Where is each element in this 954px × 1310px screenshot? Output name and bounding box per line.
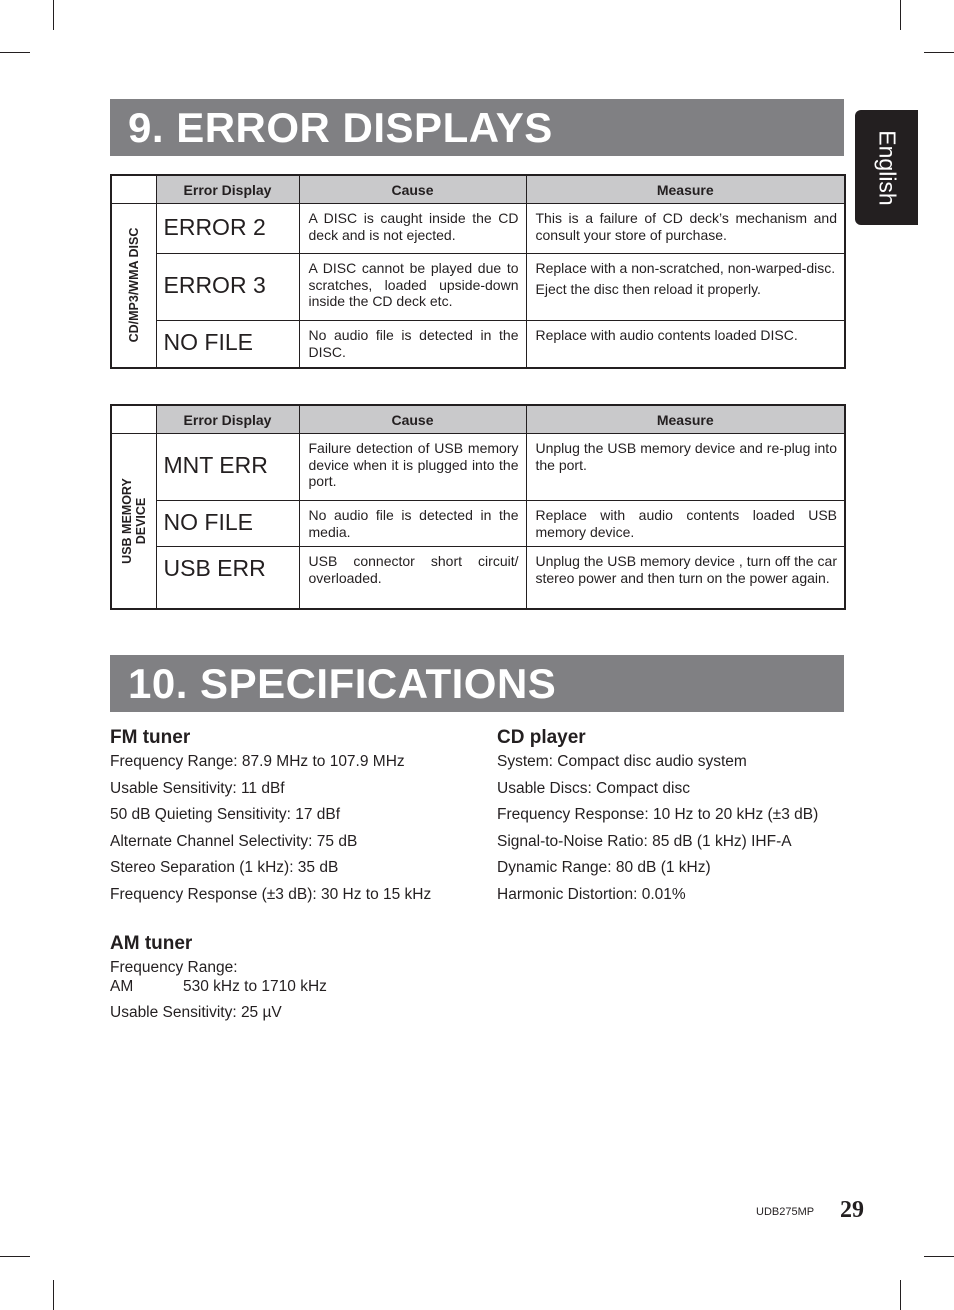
- error-cause: No audio file is detected in the DISC.: [299, 321, 526, 368]
- spec-item: Usable Sensitivity: 25 µV: [110, 1004, 282, 1021]
- spec-item: Dynamic Range: 80 dB (1 kHz): [497, 859, 711, 876]
- crop-mark: [53, 1280, 54, 1310]
- error-cause: USB connector short circuit/ overloaded.: [299, 547, 526, 609]
- spec-item: 50 dB Quieting Sensitivity: 17 dBf: [110, 806, 341, 823]
- header-error-display: Error Display: [156, 175, 299, 204]
- spec-item: Frequency Range:: [110, 959, 238, 976]
- spec-item: System: Compact disc audio system: [497, 753, 747, 770]
- table-header-row: [111, 405, 845, 434]
- error-cause: A DISC is caught inside the CD deck and is not ejected.: [299, 204, 526, 254]
- spec-item: Stereo Separation (1 kHz): 35 dB: [110, 859, 339, 876]
- section-10-title: 10. SPECIFICATIONS: [128, 659, 557, 707]
- disc-error-table: [110, 174, 846, 369]
- table-row: [111, 547, 845, 609]
- spec-column-left: [110, 727, 480, 1031]
- header-cause: Cause: [299, 175, 526, 204]
- error-cause: Failure detection of USB memory device when it is plugged into the port.: [299, 434, 526, 501]
- fm-tuner-heading: FM tuner: [110, 727, 191, 748]
- crop-mark: [924, 52, 954, 53]
- cd-player-heading: CD player: [497, 727, 586, 748]
- language-tab-label: English: [874, 129, 900, 206]
- table-row: [111, 321, 845, 368]
- page-number: 29: [840, 1197, 864, 1223]
- usb-group-label: USB MEMORY DEVICE: [119, 477, 148, 564]
- spec-item: Harmonic Distortion: 0.01%: [497, 885, 686, 903]
- crop-mark: [900, 1280, 901, 1310]
- spec-item: Usable Discs: Compact disc: [497, 779, 690, 797]
- section-10-header: [110, 655, 844, 712]
- header-cause: Cause: [299, 405, 526, 434]
- usb-group-label-cell: [111, 434, 156, 609]
- error-measure: Replace with audio contents loaded DISC.: [526, 321, 845, 368]
- crop-mark: [0, 1256, 30, 1257]
- spec-item: Frequency Range: 87.9 MHz to 107.9 MHz: [110, 753, 405, 770]
- language-tab: [855, 110, 918, 225]
- error-code: ERROR 3: [156, 254, 299, 321]
- table-row: [111, 254, 845, 321]
- crop-mark: [53, 0, 54, 30]
- error-code: NO FILE: [156, 501, 299, 547]
- error-measure: Replace with a non-scratched, non-warped-disc. Eject the disc then reload it properly.: [526, 254, 845, 321]
- error-code: USB ERR: [156, 547, 299, 609]
- spec-item: Usable Sensitivity: 11 dBf: [110, 779, 285, 797]
- error-measure: Unplug the USB memory device and re-plug into the port.: [526, 434, 845, 501]
- error-measure: This is a failure of CD deck’s mechanism and consult your store of purchase.: [526, 204, 845, 254]
- usb-error-table: [110, 404, 846, 610]
- table-row: [111, 501, 845, 547]
- error-cause: A DISC cannot be played due to scratches, loaded upside-down inside the CD deck etc.: [299, 254, 526, 321]
- disc-group-label: CD/MP3/WMA DISC: [126, 227, 141, 343]
- am-band: AM: [110, 977, 134, 995]
- spec-item: Signal-to-Noise Ratio: 85 dB (1 kHz) IHF-A: [497, 832, 792, 850]
- model-number: UDB275MP: [756, 1206, 815, 1218]
- header-measure: Measure: [526, 175, 845, 204]
- error-code: MNT ERR: [156, 434, 299, 501]
- section-9-header: [110, 99, 844, 156]
- disc-group-label-cell: [111, 204, 156, 368]
- crop-mark: [924, 1256, 954, 1257]
- spec-item: Frequency Response (±3 dB): 30 Hz to 15 kHz: [110, 885, 432, 903]
- error-code: ERROR 2: [156, 204, 299, 254]
- crop-mark: [0, 52, 30, 53]
- am-tuner-heading: AM tuner: [110, 933, 193, 954]
- error-measure: Unplug the USB memory device , turn off the car stereo power and then turn on the power again.: [526, 547, 845, 609]
- table-row: [111, 434, 845, 501]
- error-measure: Replace with audio contents loaded USB memory device.: [526, 501, 845, 547]
- am-band-row: [110, 978, 480, 997]
- spec-item: Alternate Channel Selectivity: 75 dB: [110, 832, 358, 850]
- am-band-range: 530 kHz to 1710 kHz: [183, 977, 327, 995]
- spec-column-right: [497, 727, 847, 912]
- section-9-title: 9. ERROR DISPLAYS: [128, 103, 553, 151]
- table-row: [111, 204, 845, 254]
- crop-mark: [900, 0, 901, 30]
- header-blank: [111, 175, 156, 204]
- header-blank: [111, 405, 156, 434]
- table-header-row: [111, 175, 845, 204]
- spec-item: Frequency Response: 10 Hz to 20 kHz (±3 dB): [497, 806, 819, 823]
- header-measure: Measure: [526, 405, 845, 434]
- error-cause: No audio file is detected in the media.: [299, 501, 526, 547]
- error-code: NO FILE: [156, 321, 299, 368]
- header-error-display: Error Display: [156, 405, 299, 434]
